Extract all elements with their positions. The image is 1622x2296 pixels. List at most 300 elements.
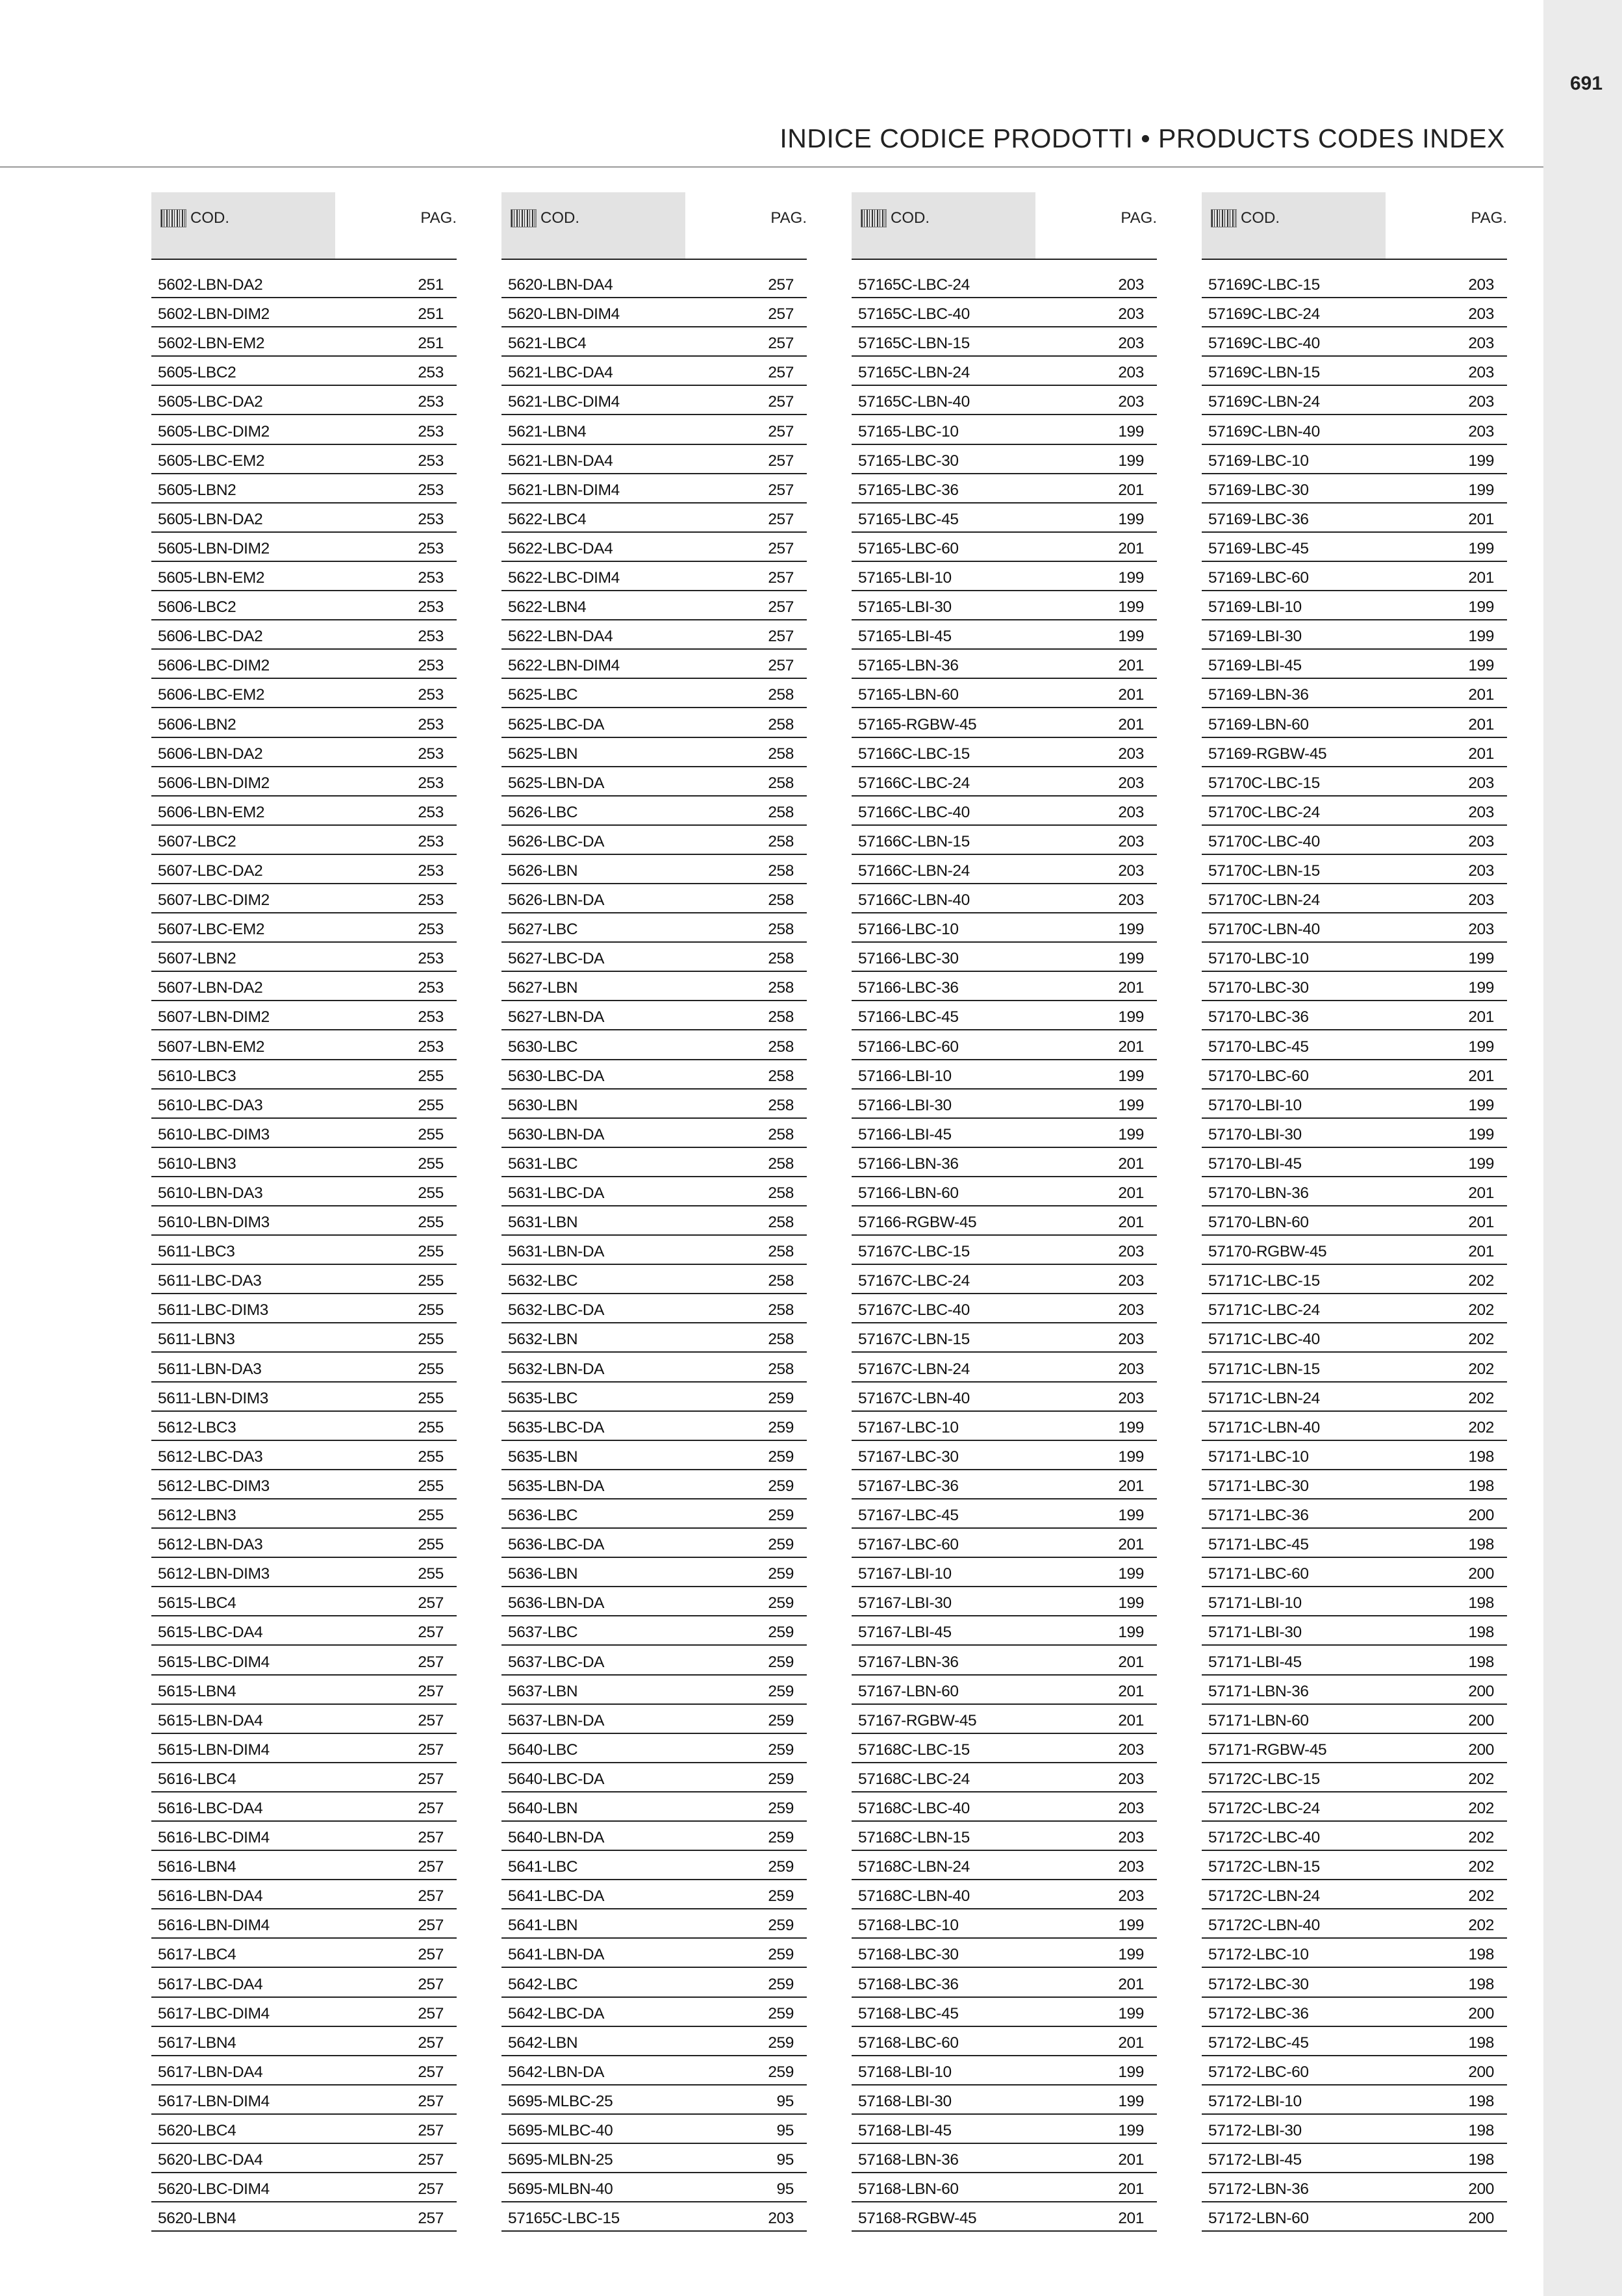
product-code: 57165C-LBN-24 (858, 364, 970, 382)
page-reference: 199 (1118, 510, 1144, 528)
product-code: 5630-LBN (508, 1096, 578, 1114)
index-row (151, 1529, 457, 1558)
page-reference: 257 (418, 1975, 444, 1993)
page-reference: 199 (1468, 628, 1494, 646)
product-code: 5615-LBC-DA4 (158, 1624, 263, 1642)
page-reference: 199 (1468, 1154, 1494, 1173)
page-reference: 257 (418, 1711, 444, 1729)
index-column-3 (852, 192, 1157, 2232)
product-code: 5606-LBN-EM2 (158, 803, 265, 821)
page-reference: 259 (768, 1418, 794, 1436)
product-code: 57166C-LBN-40 (858, 891, 970, 910)
product-code: 5617-LBN-DIM4 (158, 2092, 270, 2110)
product-code: 57166-RGBW-45 (858, 1214, 977, 1232)
page-reference: 255 (418, 1154, 444, 1173)
index-row (852, 1792, 1157, 1822)
page-reference: 201 (1118, 1682, 1144, 1700)
product-code: 57170C-LBC-24 (1208, 803, 1320, 821)
index-row (1202, 679, 1507, 708)
index-row (151, 2202, 457, 2232)
product-code: 5607-LBC-DA2 (158, 861, 263, 880)
product-code: 57169-LBC-60 (1208, 569, 1309, 587)
product-code: 5605-LBN-DIM2 (158, 539, 270, 557)
page-reference: 253 (418, 364, 444, 382)
product-code: 5610-LBC3 (158, 1067, 236, 1085)
index-row (1202, 943, 1507, 972)
index-row (1202, 1763, 1507, 1792)
index-row (151, 738, 457, 767)
page-reference: 198 (1468, 1536, 1494, 1554)
product-code: 57165-LBN-36 (858, 657, 959, 675)
product-code: 5610-LBN-DA3 (158, 1184, 263, 1202)
product-code: 57166C-LBN-24 (858, 861, 970, 880)
page-reference: 258 (768, 1243, 794, 1261)
index-row (852, 1148, 1157, 1177)
page-reference: 201 (1468, 1243, 1494, 1261)
page-reference: 199 (1118, 1594, 1144, 1613)
page-reference: 258 (768, 1360, 794, 1378)
page-reference: 253 (418, 452, 444, 470)
page-reference: 203 (1118, 1770, 1144, 1788)
index-row (151, 1587, 457, 1616)
index-row (852, 504, 1157, 533)
index-row (852, 1177, 1157, 1206)
page-reference: 203 (1118, 745, 1144, 763)
index-row (151, 1851, 457, 1880)
product-code: 5630-LBC (508, 1038, 578, 1056)
index-row (501, 474, 807, 504)
product-code: 57168-LBC-36 (858, 1975, 959, 1993)
index-row (151, 386, 457, 415)
page-reference: 203 (1118, 1741, 1144, 1759)
index-row (1202, 1294, 1507, 1323)
product-code: 5605-LBC-DA2 (158, 393, 263, 411)
index-row (852, 2202, 1157, 2232)
product-code: 5620-LBC-DIM4 (158, 2180, 270, 2199)
product-code: 5605-LBC2 (158, 364, 236, 382)
page-reference: 259 (768, 1917, 794, 1935)
product-code: 57171-LBC-60 (1208, 1565, 1309, 1583)
product-code: 57170-LBC-36 (1208, 1008, 1309, 1027)
page-reference: 253 (418, 510, 444, 528)
index-row (852, 1734, 1157, 1763)
page-reference: 200 (1468, 1682, 1494, 1700)
index-row (1202, 2027, 1507, 2056)
product-code: 57166C-LBC-15 (858, 745, 970, 763)
product-code: 57170C-LBN-24 (1208, 891, 1320, 910)
product-code: 5695-MLBN-25 (508, 2151, 613, 2169)
page-reference: 201 (1118, 1536, 1144, 1554)
product-code: 5620-LBC-DA4 (158, 2151, 263, 2169)
product-code: 5612-LBC3 (158, 1418, 236, 1436)
index-column-1 (151, 192, 457, 2232)
page-reference: 202 (1468, 1418, 1494, 1436)
index-row (151, 298, 457, 327)
page-reference: 259 (768, 2063, 794, 2081)
page-reference: 203 (1118, 1301, 1144, 1320)
page-reference: 198 (1468, 1624, 1494, 1642)
product-code: 57165C-LBC-40 (858, 305, 970, 324)
index-row (1202, 474, 1507, 504)
index-row (151, 1236, 457, 1265)
index-row (852, 972, 1157, 1001)
index-row (1202, 1646, 1507, 1675)
index-row (852, 1294, 1157, 1323)
index-row (501, 2173, 807, 2202)
index-row (852, 1265, 1157, 1294)
page-reference: 253 (418, 1038, 444, 1056)
page-reference: 258 (768, 1038, 794, 1056)
index-row (852, 1499, 1157, 1529)
page-reference: 199 (1118, 1624, 1144, 1642)
product-code: 57172C-LBC-15 (1208, 1770, 1320, 1788)
product-code: 5630-LBC-DA (508, 1067, 605, 1085)
index-row (151, 943, 457, 972)
index-row (151, 679, 457, 708)
index-row (852, 1119, 1157, 1148)
product-code: 57165C-LBN-15 (858, 335, 970, 353)
index-column-2 (501, 192, 807, 2232)
product-code: 5607-LBN-EM2 (158, 1038, 265, 1056)
product-code: 57170-LBC-60 (1208, 1067, 1309, 1085)
index-row (1202, 591, 1507, 620)
page-reference: 253 (418, 921, 444, 939)
product-code: 57170-LBN-36 (1208, 1184, 1309, 1202)
page-reference: 199 (1118, 1917, 1144, 1935)
index-row (501, 1587, 807, 1616)
index-row (1202, 708, 1507, 737)
page-reference: 203 (1118, 861, 1144, 880)
page-reference: 253 (418, 803, 444, 821)
index-row (852, 679, 1157, 708)
product-code: 57165-LBC-60 (858, 539, 959, 557)
index-row (852, 591, 1157, 620)
product-code: 5632-LBC (508, 1272, 578, 1290)
index-row (501, 620, 807, 650)
product-code: 5616-LBN4 (158, 1858, 236, 1876)
page-reference: 199 (1118, 1067, 1144, 1085)
product-code: 57168C-LBC-24 (858, 1770, 970, 1788)
product-code: 5612-LBC-DIM3 (158, 1477, 270, 1495)
page-reference: 258 (768, 950, 794, 968)
page-reference: 199 (1468, 539, 1494, 557)
page-reference: 201 (1118, 2034, 1144, 2052)
index-row (151, 1646, 457, 1675)
product-code: 5695-MLBC-40 (508, 2122, 613, 2139)
page-reference: 199 (1118, 598, 1144, 617)
page-reference: 203 (1118, 1799, 1144, 1817)
product-code: 5631-LBC (508, 1154, 578, 1173)
page-reference: 201 (1118, 979, 1144, 997)
page-reference: 257 (418, 1682, 444, 1700)
page-reference: 199 (1468, 950, 1494, 968)
page-reference: 203 (1118, 832, 1144, 850)
index-row (852, 1705, 1157, 1734)
index-row (1202, 1734, 1507, 1763)
index-row (852, 562, 1157, 591)
product-code: 5616-LBC4 (158, 1770, 236, 1788)
index-row (501, 2115, 807, 2144)
index-row (1202, 2086, 1507, 2115)
page-reference: 255 (418, 1125, 444, 1143)
page-reference: 258 (768, 803, 794, 821)
page-reference: 203 (1118, 393, 1144, 411)
index-row (151, 1090, 457, 1119)
page-reference: 95 (776, 2180, 794, 2199)
index-row (852, 767, 1157, 797)
product-code: 57172-LBC-36 (1208, 2004, 1309, 2022)
product-code: 57170-LBC-30 (1208, 979, 1309, 997)
index-row (1202, 972, 1507, 1001)
index-row (501, 1206, 807, 1236)
product-code: 57167-LBC-60 (858, 1536, 959, 1554)
index-row (501, 1998, 807, 2027)
product-code: 57169-LBI-45 (1208, 657, 1302, 675)
index-column-4 (1202, 192, 1507, 2232)
index-row (501, 1119, 807, 1148)
product-code: 5621-LBC-DIM4 (508, 393, 620, 411)
barcode-icon (1211, 209, 1237, 227)
page-reference: 255 (418, 1507, 444, 1525)
index-row (852, 1206, 1157, 1236)
product-code: 5605-LBN-DA2 (158, 510, 263, 528)
index-row (151, 1880, 457, 1909)
page-reference: 201 (1118, 1154, 1144, 1173)
product-code: 57168-LBC-10 (858, 1917, 959, 1935)
page-reference: 199 (1468, 1096, 1494, 1114)
page-reference: 203 (1468, 335, 1494, 353)
index-row (151, 650, 457, 679)
page-reference: 257 (418, 1799, 444, 1817)
index-row (501, 415, 807, 444)
page-reference: 202 (1468, 1799, 1494, 1817)
index-row (1202, 327, 1507, 357)
code-header-label: COD. (1241, 209, 1280, 227)
page-header-label: PAG. (770, 209, 807, 227)
page-reference: 199 (1118, 452, 1144, 470)
page-reference: 259 (768, 1624, 794, 1642)
page-reference: 253 (418, 715, 444, 733)
page-reference: 199 (1468, 657, 1494, 675)
index-row (1202, 1236, 1507, 1265)
product-code: 5637-LBN (508, 1682, 578, 1700)
index-row (1202, 1676, 1507, 1705)
page-reference: 199 (1118, 1418, 1144, 1436)
product-code: 57167-LBN-36 (858, 1653, 959, 1671)
page-reference: 203 (1118, 305, 1144, 324)
index-row (151, 1265, 457, 1294)
product-code: 57168C-LBN-15 (858, 1829, 970, 1847)
page-reference: 203 (1118, 1389, 1144, 1407)
page-number: 691 (1569, 73, 1603, 94)
product-code: 57169-LBN-60 (1208, 715, 1309, 733)
page-reference: 255 (418, 1389, 444, 1407)
page-reference: 201 (1118, 1214, 1144, 1232)
index-row (151, 1558, 457, 1587)
page-reference: 259 (768, 1799, 794, 1817)
page-reference: 255 (418, 1067, 444, 1085)
product-code: 5602-LBN-DIM2 (158, 305, 270, 324)
index-row (501, 1148, 807, 1177)
product-code: 57172-LBI-45 (1208, 2151, 1302, 2169)
index-row (501, 1763, 807, 1792)
product-code: 5615-LBN-DA4 (158, 1711, 263, 1729)
index-row (501, 2202, 807, 2232)
page-reference: 203 (1468, 891, 1494, 910)
product-code: 57170-LBN-60 (1208, 1214, 1309, 1232)
index-row (501, 327, 807, 357)
page-reference: 201 (1468, 569, 1494, 587)
product-code: 57167-RGBW-45 (858, 1711, 977, 1729)
product-code: 5611-LBC-DA3 (158, 1272, 262, 1290)
page-reference: 203 (1118, 891, 1144, 910)
product-code: 57167-LBI-10 (858, 1565, 952, 1583)
page-reference: 259 (768, 1594, 794, 1613)
index-row (1202, 2056, 1507, 2086)
page-reference: 259 (768, 1389, 794, 1407)
product-code: 57172C-LBC-40 (1208, 1829, 1320, 1847)
index-row (501, 504, 807, 533)
page-reference: 257 (768, 276, 794, 294)
page-reference: 258 (768, 891, 794, 910)
page-reference: 253 (418, 774, 444, 792)
product-code: 5621-LBN-DA4 (508, 452, 613, 470)
page-reference: 198 (1468, 2122, 1494, 2139)
product-code: 57170C-LBC-15 (1208, 774, 1320, 792)
index-row (501, 1412, 807, 1441)
page-reference: 203 (768, 2210, 794, 2228)
index-row (1202, 884, 1507, 913)
product-code: 5641-LBC (508, 1858, 578, 1876)
index-row (1202, 1265, 1507, 1294)
page-reference: 200 (1468, 2063, 1494, 2081)
page-title: INDICE CODICE PRODOTTI • PRODUCTS CODES INDEX (779, 123, 1505, 153)
index-row (501, 943, 807, 972)
page-reference: 258 (768, 832, 794, 850)
page-reference: 199 (1468, 1125, 1494, 1143)
product-code: 5611-LBN3 (158, 1331, 235, 1349)
page-reference: 199 (1118, 2063, 1144, 2081)
page-reference: 201 (1468, 1008, 1494, 1027)
page-reference: 95 (776, 2092, 794, 2110)
product-code: 57169C-LBC-24 (1208, 305, 1320, 324)
page-reference: 203 (1468, 774, 1494, 792)
index-row (151, 1676, 457, 1705)
page-reference: 258 (768, 745, 794, 763)
page-reference: 201 (1118, 686, 1144, 704)
page-reference: 203 (1118, 1887, 1144, 1906)
page-reference: 203 (1468, 861, 1494, 880)
index-row (501, 1851, 807, 1880)
index-row (501, 972, 807, 1001)
product-code: 57170-LBC-45 (1208, 1038, 1309, 1056)
index-row (151, 2027, 457, 2056)
page-reference: 258 (768, 1272, 794, 1290)
product-code: 57170C-LBN-15 (1208, 861, 1320, 880)
page-reference: 200 (1468, 1507, 1494, 1525)
product-code: 57172-LBN-36 (1208, 2180, 1309, 2199)
page-reference: 199 (1118, 628, 1144, 646)
product-code: 57171-LBN-60 (1208, 1711, 1309, 1729)
product-code: 5610-LBC-DIM3 (158, 1125, 270, 1143)
index-row (151, 533, 457, 562)
page-reference: 203 (1468, 305, 1494, 324)
index-row (852, 1001, 1157, 1030)
index-row (501, 1001, 807, 1030)
page-reference: 253 (418, 628, 444, 646)
product-code: 57172C-LBN-15 (1208, 1858, 1320, 1876)
index-row (151, 1148, 457, 1177)
index-row (151, 2086, 457, 2115)
index-row (852, 1998, 1157, 2027)
product-code: 5611-LBN-DA3 (158, 1360, 262, 1378)
product-code: 57171-LBC-36 (1208, 1507, 1309, 1525)
page-reference: 259 (768, 1887, 794, 1906)
product-code: 5626-LBN (508, 861, 578, 880)
page-reference: 257 (768, 452, 794, 470)
page-reference: 253 (418, 950, 444, 968)
page-reference: 203 (1118, 1272, 1144, 1290)
page-reference: 199 (1118, 1096, 1144, 1114)
index-row (501, 1968, 807, 1997)
product-code: 5626-LBC (508, 803, 578, 821)
index-row (852, 620, 1157, 650)
index-row (852, 884, 1157, 913)
product-code: 57169-LBI-10 (1208, 598, 1302, 617)
page-reference: 257 (768, 335, 794, 353)
index-rows (852, 269, 1157, 2232)
page-reference: 255 (418, 1448, 444, 1466)
page-reference: 259 (768, 1507, 794, 1525)
index-row (501, 1676, 807, 1705)
product-code: 57170-LBI-10 (1208, 1096, 1302, 1114)
page-reference: 257 (418, 2151, 444, 2169)
column-header (501, 192, 807, 260)
product-code: 57167C-LBC-15 (858, 1243, 970, 1261)
index-row (501, 2144, 807, 2173)
product-code: 57167C-LBN-15 (858, 1331, 970, 1349)
page-reference: 201 (1118, 657, 1144, 675)
index-row (852, 1909, 1157, 1939)
index-row (1202, 298, 1507, 327)
index-row (501, 913, 807, 943)
product-code: 57165-LBC-10 (858, 422, 959, 440)
product-code: 57166-LBN-36 (858, 1154, 959, 1173)
index-row (151, 1998, 457, 2027)
product-code: 5627-LBC-DA (508, 950, 605, 968)
product-code: 57171-RGBW-45 (1208, 1741, 1327, 1759)
index-row (501, 767, 807, 797)
product-code: 5607-LBC-DIM2 (158, 891, 270, 910)
index-row (151, 2144, 457, 2173)
page-reference: 255 (418, 1536, 444, 1554)
index-row (151, 269, 457, 298)
product-code: 57171-LBC-45 (1208, 1536, 1309, 1554)
index-row (501, 1323, 807, 1353)
index-row (852, 1587, 1157, 1616)
page-reference: 201 (1118, 2151, 1144, 2169)
index-row (1202, 357, 1507, 386)
index-row (852, 1090, 1157, 1119)
page-reference: 198 (1468, 1477, 1494, 1495)
product-code: 5635-LBN (508, 1448, 578, 1466)
page-reference: 200 (1468, 1741, 1494, 1759)
product-code: 5616-LBN-DA4 (158, 1887, 263, 1906)
product-code: 5605-LBN-EM2 (158, 569, 265, 587)
side-margin-strip (1543, 0, 1622, 2296)
product-code: 57168C-LBC-40 (858, 1799, 970, 1817)
page-reference: 202 (1468, 1360, 1494, 1378)
